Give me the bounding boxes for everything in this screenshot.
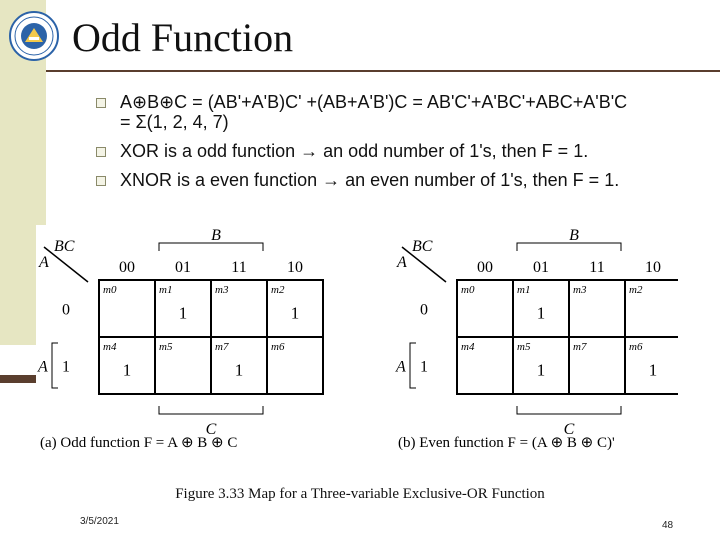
minterm-label: m5 bbox=[517, 341, 531, 353]
left-decor-bar bbox=[0, 375, 38, 383]
c-label: C bbox=[205, 421, 217, 438]
column-header: 11 bbox=[231, 259, 247, 276]
bullet-item bbox=[96, 137, 627, 166]
bullet-square-icon bbox=[96, 98, 106, 108]
bullet-list bbox=[96, 88, 627, 195]
slide-date: 3/5/2021 bbox=[80, 516, 119, 527]
title-underline bbox=[46, 70, 720, 72]
c-label: C bbox=[563, 421, 575, 438]
kmap-figure bbox=[36, 225, 678, 455]
bullet-text: XNOR is a even function → an even number of 1's, then F = 1. bbox=[120, 170, 620, 190]
minterm-label: m2 bbox=[271, 284, 285, 296]
c-bracket bbox=[159, 406, 263, 414]
a-label: A bbox=[38, 358, 48, 376]
minterm-label: m4 bbox=[103, 341, 117, 353]
column-header: 01 bbox=[175, 259, 191, 276]
column-header: 00 bbox=[119, 259, 135, 276]
minterm-label: m1 bbox=[159, 284, 173, 296]
column-header: 00 bbox=[477, 259, 493, 276]
cell-value: 1 bbox=[536, 303, 546, 323]
university-logo-icon bbox=[8, 10, 60, 62]
cell-value: 1 bbox=[234, 360, 244, 380]
minterm-label: m6 bbox=[629, 341, 643, 353]
bullet-square-icon bbox=[96, 147, 106, 157]
column-header: 01 bbox=[533, 259, 549, 276]
map-caption: (b) Even function F = (A ⊕ B ⊕ C)' bbox=[398, 435, 615, 451]
a-label: A bbox=[396, 358, 406, 376]
column-header: 10 bbox=[645, 259, 661, 276]
minterm-label: m0 bbox=[461, 284, 475, 296]
minterm-label: m7 bbox=[573, 341, 587, 353]
bullet-item bbox=[96, 88, 627, 117]
row-header: 1 bbox=[420, 358, 428, 376]
minterm-label: m0 bbox=[103, 284, 117, 296]
minterm-label: m1 bbox=[517, 284, 531, 296]
column-header: 10 bbox=[287, 259, 303, 276]
cell-value: 1 bbox=[122, 360, 132, 380]
a-bracket bbox=[52, 343, 58, 388]
b-bracket bbox=[517, 243, 621, 251]
slide-title: Odd Function bbox=[72, 15, 294, 60]
b-bracket bbox=[159, 243, 263, 251]
bullet-text: XOR is a odd function → an odd number of 1's, then F = 1. bbox=[120, 141, 589, 161]
bullet-item bbox=[96, 166, 627, 195]
kmap-diagrams bbox=[36, 225, 678, 455]
b-label: B bbox=[211, 227, 221, 244]
minterm-label: m7 bbox=[215, 341, 229, 353]
figure-caption: Figure 3.33 Map for a Three-variable Exclusive-OR Function bbox=[175, 486, 545, 502]
a-bracket bbox=[410, 343, 416, 388]
row-header: 1 bbox=[62, 358, 70, 376]
cell-value: 1 bbox=[648, 360, 658, 380]
column-header: 11 bbox=[589, 259, 605, 276]
corner-label-bc: BC bbox=[54, 238, 75, 255]
cell-value: 1 bbox=[536, 360, 546, 380]
bullet-text: A⊕B⊕C = (AB'+A'B)C' +(AB+A'B')C = AB'C'+A'BC'+ABC+A'B'C bbox=[120, 92, 628, 112]
minterm-label: m2 bbox=[629, 284, 643, 296]
minterm-label: m5 bbox=[159, 341, 173, 353]
b-label: B bbox=[569, 227, 579, 244]
corner-label-a: A bbox=[397, 254, 407, 271]
c-bracket bbox=[517, 406, 621, 414]
cell-value: 1 bbox=[290, 303, 300, 323]
minterm-label: m3 bbox=[215, 284, 229, 296]
row-header: 0 bbox=[62, 301, 70, 319]
bullet-square-icon bbox=[96, 176, 106, 186]
corner-label-bc: BC bbox=[412, 238, 433, 255]
cell-value: 1 bbox=[178, 303, 188, 323]
bullet-continuation: = Σ(1, 2, 4, 7) bbox=[120, 112, 229, 132]
minterm-label: m4 bbox=[461, 341, 475, 353]
minterm-label: m3 bbox=[573, 284, 587, 296]
minterm-label: m6 bbox=[271, 341, 285, 353]
corner-label-a: A bbox=[39, 254, 49, 271]
page-number: 48 bbox=[662, 520, 674, 531]
map-caption: (a) Odd function F = A ⊕ B ⊕ C bbox=[40, 435, 238, 451]
row-header: 0 bbox=[420, 301, 428, 319]
